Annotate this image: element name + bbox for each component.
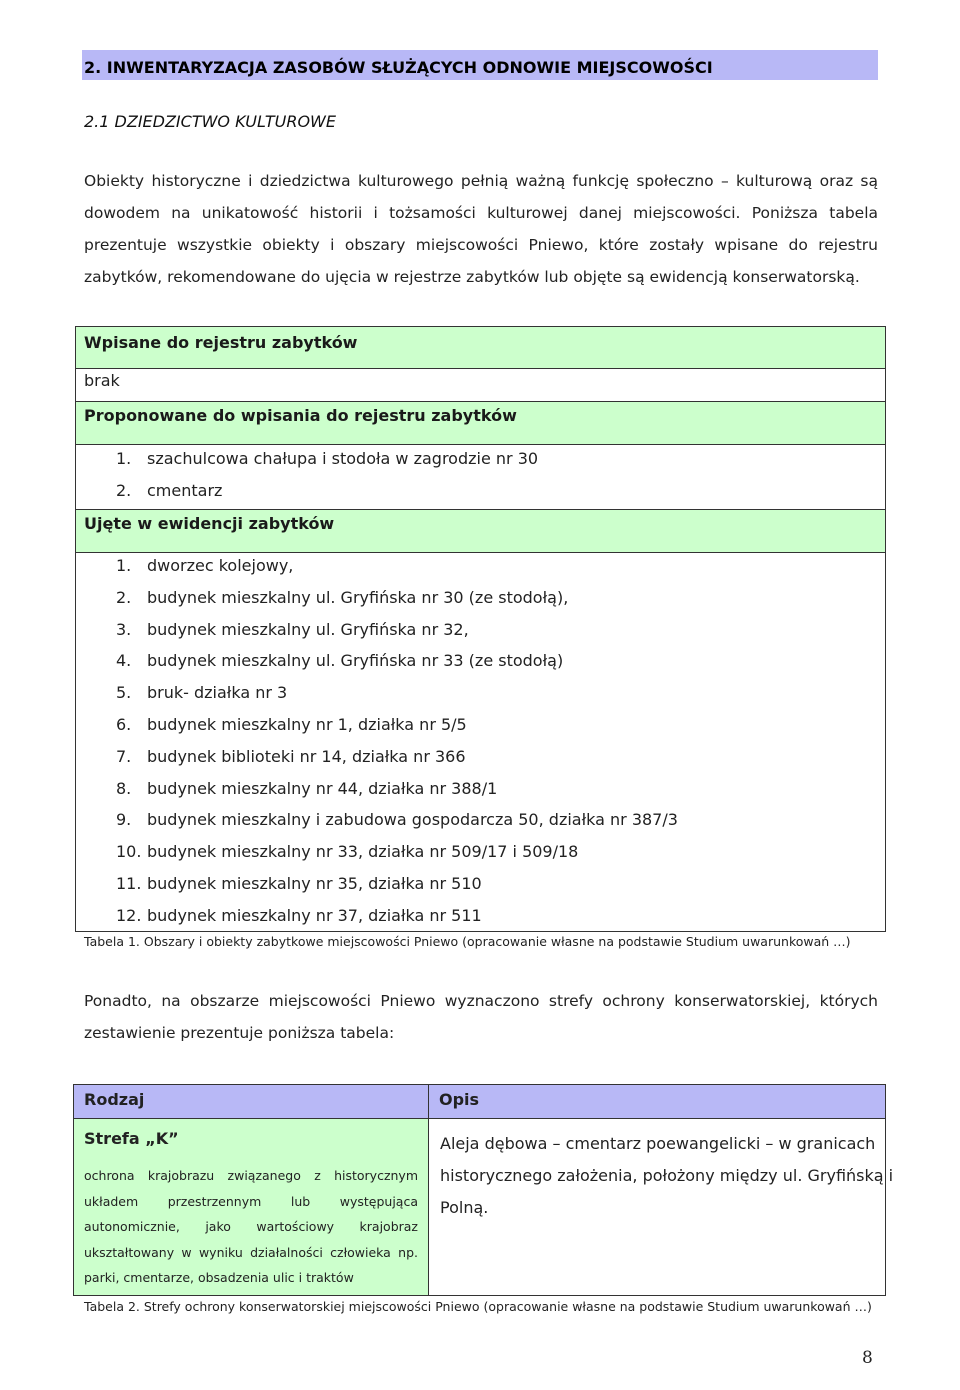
intro-line: dowodem na unikatowość historii i tożsamości kulturowej danej miejscowości. Poniższa tabela (84, 204, 878, 222)
zone-opis-cell: Aleja dębowa – cmentarz poewangelicki – w granicach historycznego założenia, położony między ul. Gryfińską i Polną. (440, 1134, 894, 1217)
intro-line: Obiekty historyczne i dziedzictwa kulturowego pełnią ważną funkcję społeczno – kulturową oraz są (84, 172, 878, 190)
page-number: 8 (862, 1348, 873, 1368)
heritage-table (75, 326, 886, 932)
zones-line: Ponadto, na obszarze miejscowości Pniewo wyznaczono strefy ochrony konserwatorskiej, których (84, 992, 878, 1010)
list-item: 8. budynek mieszkalny nr 44, działka nr 388/1 (116, 778, 498, 798)
zones-paragraph (84, 985, 878, 1049)
zones-table (73, 1084, 894, 1296)
intro-line: prezentuje wszystkie obiekty i obszary miejscowości Pniewo, które zostały wpisane do rejestru (84, 236, 878, 254)
zones-line: zestawienie prezentuje poniższa tabela: (84, 1024, 395, 1042)
list-item: 2. budynek mieszkalny ul. Gryfińska nr 30 (ze stodołą), (116, 587, 569, 607)
evidence-list (116, 554, 678, 936)
proposed-list (116, 447, 538, 511)
list-item: 6. budynek mieszkalny nr 1, działka nr 5/5 (116, 714, 467, 734)
zone-name: Strefa „K” (84, 1129, 179, 1148)
list-item: 11. budynek mieszkalny nr 35, działka nr 510 (116, 873, 482, 893)
col-header-rodzaj: Rodzaj (74, 1085, 429, 1119)
list-item: 3. budynek mieszkalny ul. Gryfińska nr 32, (116, 619, 469, 639)
intro-paragraph (84, 165, 878, 293)
zone-type-cell (74, 1119, 429, 1295)
evidence-heading: Ujęte w ewidencji zabytków (76, 509, 885, 553)
list-item: 4. budynek mieszkalny ul. Gryfińska nr 33 (ze stodołą) (116, 651, 564, 671)
registered-heading: Wpisane do rejestru zabytków (76, 327, 885, 369)
registered-value: brak (84, 371, 120, 390)
subsection-heading: 2.1 DZIEDZICTWO KULTUROWE (84, 112, 336, 131)
list-item: 5. bruk- działka nr 3 (116, 683, 288, 703)
list-item: 1. dworzec kolejowy, (116, 556, 294, 575)
table1-caption: Tabela 1. Obszary i obiekty zabytkowe miejscowości Pniewo (opracowanie własne na podstawie Studium uwarunkowań …) (84, 934, 851, 949)
list-item: 12. budynek mieszkalny nr 37, działka nr 511 (116, 905, 482, 925)
col-header-opis: Opis (429, 1085, 885, 1119)
list-item: 10. budynek mieszkalny nr 33, działka nr 509/17 i 509/18 (116, 842, 579, 862)
list-item: 1. szachulcowa chałupa i stodoła w zagrodzie nr 30 (116, 449, 539, 468)
list-item: 7. budynek biblioteki nr 14, działka nr 366 (116, 746, 466, 766)
intro-line: zabytków, rekomendowane do ujęcia w rejestrze zabytków lub objęte są ewidencją konserwatorską. (84, 268, 860, 286)
list-item: 9. budynek mieszkalny i zabudowa gospodarcza 50, działka nr 387/3 (116, 810, 678, 830)
list-item: 2. cmentarz (116, 480, 223, 500)
section-heading: 2. INWENTARYZACJA ZASOBÓW SŁUŻĄCYCH ODNOWIE MIEJSCOWOŚCI (82, 50, 878, 80)
zone-description: ochrona krajobrazu związanego z historycznym układem przestrzennym lub występująca autonomicznie, jako wartościowy krajobraz ukształtowany w wyniku działalności człowieka np. parki, cmentarze, obsadzenia ulic i traktów (84, 1168, 418, 1286)
proposed-heading: Proponowane do wpisania do rejestru zabytków (76, 401, 885, 445)
table2-caption: Tabela 2. Strefy ochrony konserwatorskiej miejscowości Pniewo (opracowanie własne na podstawie Studium uwarunkowań …) (84, 1299, 872, 1314)
